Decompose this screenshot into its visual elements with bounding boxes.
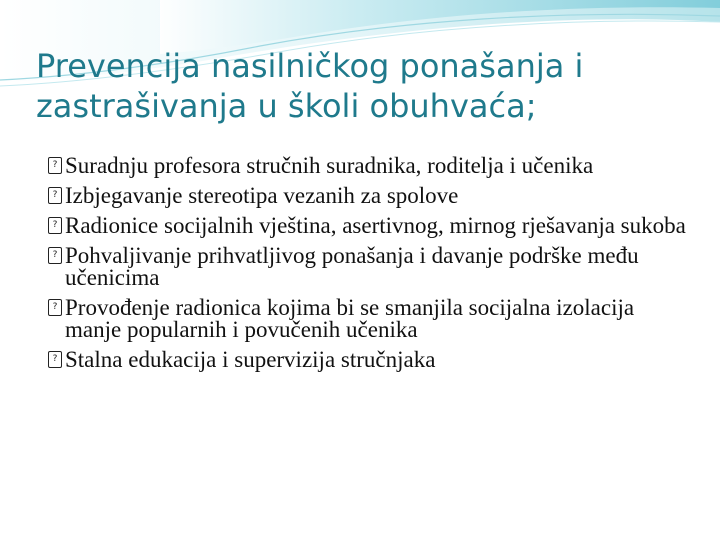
bullet-text: Pohvaljivanje prihvatljivog ponašanja i davanje podrške među učenicima xyxy=(65,243,639,290)
bullet-item xyxy=(48,185,688,207)
slide-title: Prevencija nasilničkog ponašanja i zastrašivanja u školi obuhvaća; xyxy=(36,47,584,125)
missing-glyph-box-icon: ? xyxy=(48,247,62,264)
missing-glyph-box-icon: ? xyxy=(48,157,62,174)
bullet-list xyxy=(48,155,688,379)
missing-glyph-box-icon: ? xyxy=(48,217,62,234)
missing-glyph-box-icon: ? xyxy=(48,299,62,316)
bullet-text: Suradnju profesora stručnih suradnika, roditelja i učenika xyxy=(65,153,594,178)
bullet-text: Radionice socijalnih vještina, asertivnog, mirnog rješavanja sukoba xyxy=(65,213,686,238)
missing-glyph-box-icon: ? xyxy=(48,187,62,204)
bullet-item xyxy=(48,215,688,237)
bullet-text: Stalna edukacija i supervizija stručnjaka xyxy=(65,347,436,372)
bullet-text: Provođenje radionica kojima bi se smanjila socijalna izolacija manje popularnih i povučenih učenika xyxy=(65,295,635,342)
bullet-item xyxy=(48,245,688,289)
bullet-item xyxy=(48,155,688,177)
bullet-item xyxy=(48,297,688,341)
bullet-item xyxy=(48,349,688,371)
bullet-text: Izbjegavanje stereotipa vezanih za spolove xyxy=(65,183,459,208)
missing-glyph-box-icon: ? xyxy=(48,351,62,368)
